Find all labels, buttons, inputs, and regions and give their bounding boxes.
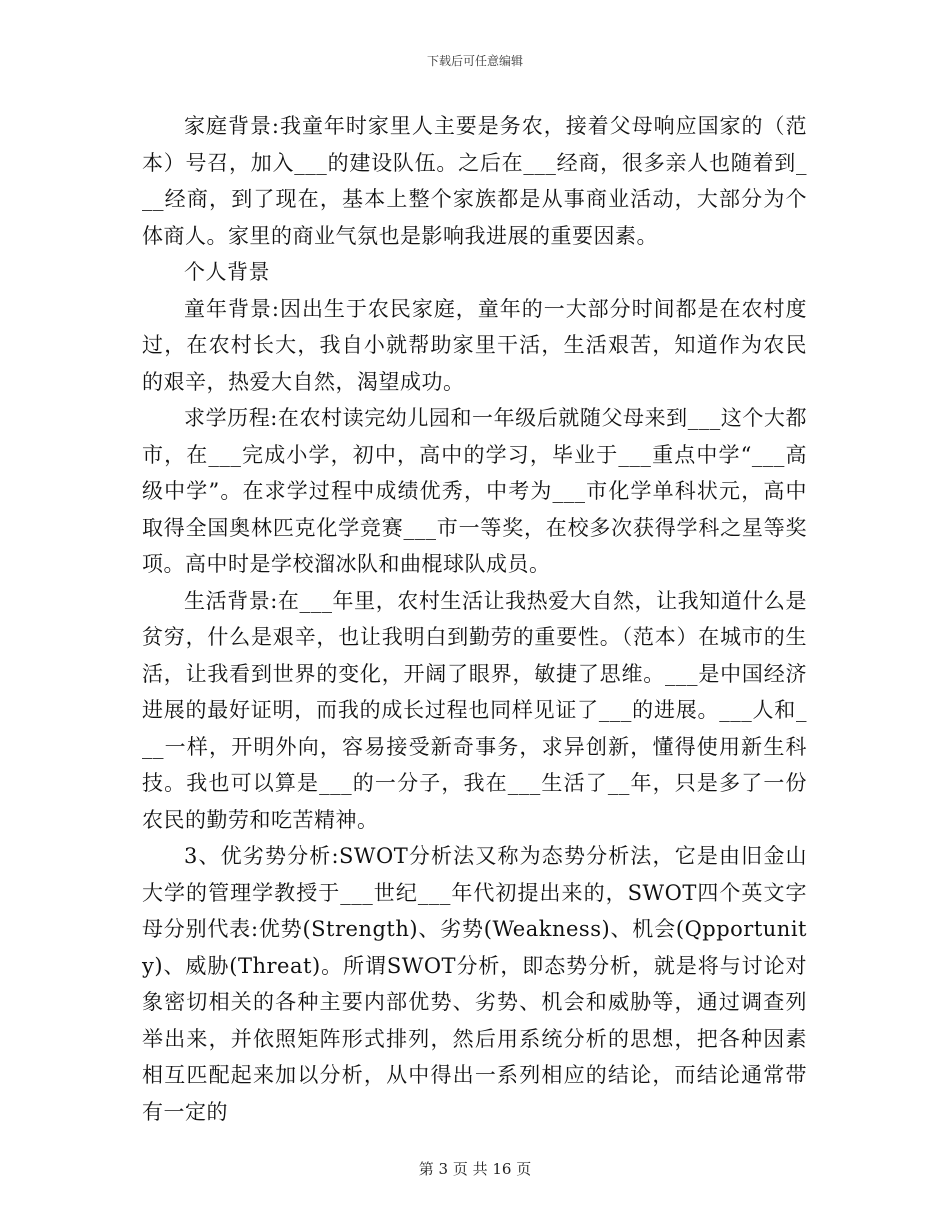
page-number: 第 3 页 共 16 页 (418, 1160, 532, 1178)
paragraph-education-history: 求学历程:在农村读完幼儿园和一年级后就随父母来到___这个大都市，在___完成小学，初中，高中的学习，毕业于___重点中学“___高级中学”。在求学过程中成绩优秀，中考为___市化学单科状元，高中取得全国奥林匹克化学竞赛___市一等奖，在校多次获得学科之星等奖项。高中时是学校溜冰队和曲棍球队成员。 (142, 406, 807, 576)
document-body (142, 108, 807, 1130)
paragraph-life-background: 生活背景:在___年里，农村生活让我热爱大自然，让我知道什么是贫穷，什么是艰辛，也让我明白到勤劳的重要性。（范本）在城市的生活，让我看到世界的变化，开阔了眼界，敏捷了思维。___是中国经济进展的最好证明，而我的成长过程也同样见证了___的进展。___人和___一样，开明外向，容易接受新奇事务，求异创新，懂得使用新生科技。我也可以算是___的一分子，我在___生活了__年，只是多了一份农民的勤劳和吃苦精神。 (142, 588, 807, 832)
paragraph-family-background: 家庭背景:我童年时家里人主要是务农，接着父母响应国家的（范本）号召，加入___的建设队伍。之后在___经商，很多亲人也随着到___经商，到了现在，基本上整个家族都是从事商业活动，大部分为个体商人。家里的商业气氛也是影响我进展的重要因素。 (142, 114, 807, 248)
paragraph-swot-analysis: 3、优劣势分析:SWOT分析法又称为态势分析法，它是由旧金山大学的管理学教授于___世纪___年代初提出来的，SWOT四个英文字母分别代表:优势(Strength)、劣势(Weakness)、机会(Qpportunity)、威胁(Threat)。所谓SWOT分析，即态势分析，就是将与讨论对象密切相关的各种主要内部优势、劣势、机会和威胁等，通过调查列举出来，并依照矩阵形式排列，然后用系统分析的思想，把各种因素相互匹配起来加以分析，从中得出一系列相应的结论，而结论通常带有一定的 (142, 844, 807, 1124)
section-heading-personal-background: 个人背景 (184, 260, 270, 284)
page-header: 下载后可任意编辑 (426, 54, 523, 68)
paragraph-childhood-background: 童年背景:因出生于农民家庭，童年的一大部分时间都是在农村度过，在农村长大，我自小就帮助家里干活，生活艰苦，知道作为农民的艰辛，热爱大自然，渴望成功。 (142, 296, 807, 394)
